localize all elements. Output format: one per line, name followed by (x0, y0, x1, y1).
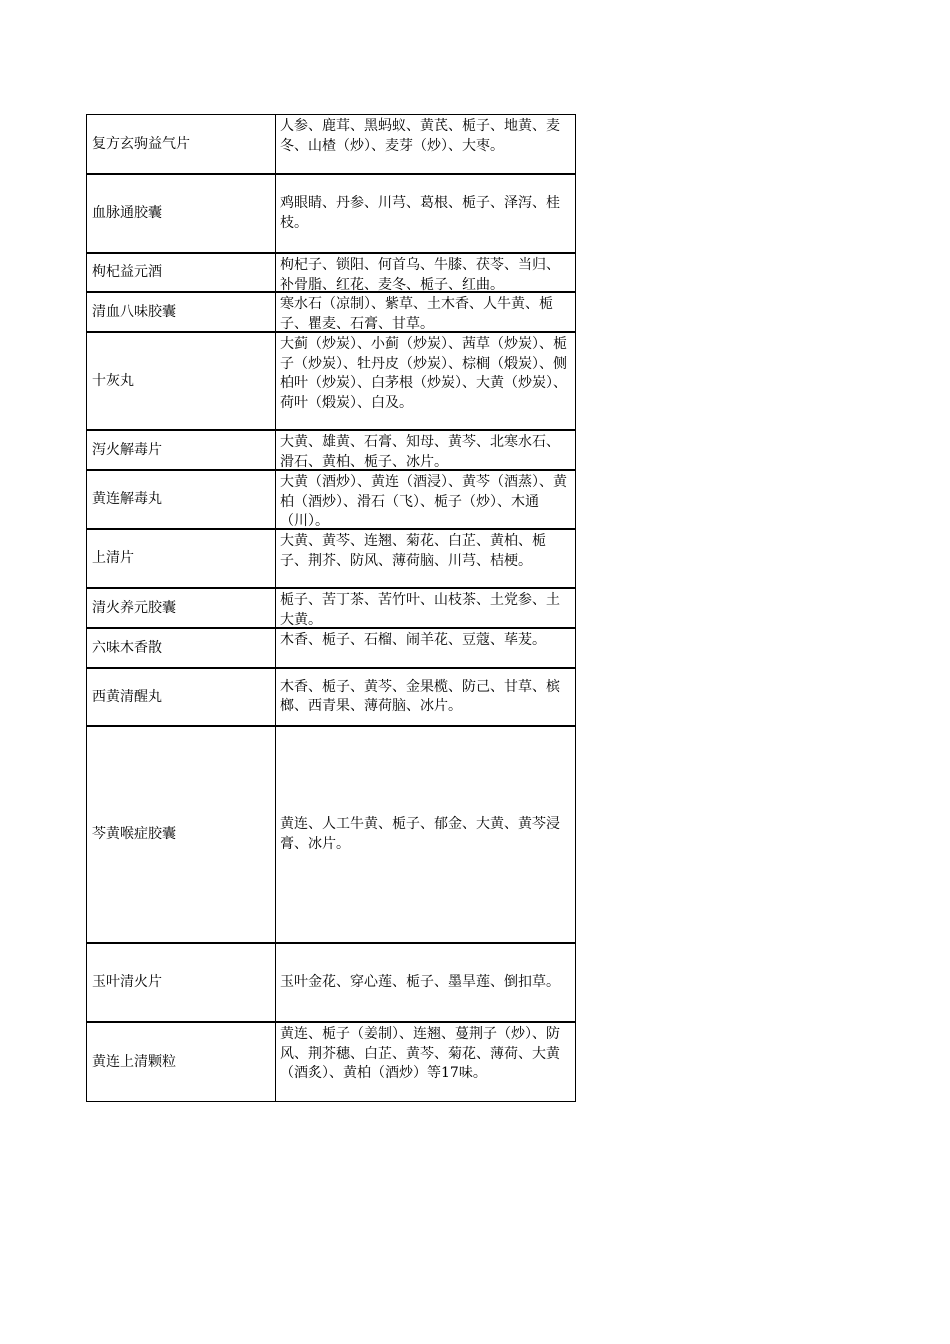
table-row (87, 1023, 576, 1102)
ingredients-text: 木香、栀子、黄芩、金果榄、防己、甘草、槟榔、西青果、薄荷脑、冰片。 (280, 678, 560, 714)
product-name: 芩黄喉症胶囊 (87, 727, 276, 942)
table-row (87, 431, 576, 471)
ingredients-cell (276, 175, 576, 252)
ingredients-cell: 大黄、雄黄、石膏、知母、黄芩、北寒水石、滑石、黄柏、栀子、冰片。 (276, 431, 576, 469)
ingredients-cell: 人参、鹿茸、黑蚂蚁、黄芪、栀子、地黄、麦冬、山楂（炒）、麦芽（炒）、大枣。 (276, 115, 576, 173)
ingredients-cell (276, 944, 576, 1021)
product-name: 十灰丸 (87, 333, 276, 429)
table-row (87, 333, 576, 431)
ingredients-cell: 栀子、苦丁茶、苦竹叶、山枝茶、土党参、土大黄。 (276, 589, 576, 627)
product-name: 上清片 (87, 530, 276, 587)
ingredients-text: 黄连、人工牛黄、栀子、郁金、大黄、黄芩浸膏、冰片。 (280, 816, 560, 852)
ingredients-text: 玉叶金花、穿心莲、栀子、墨旱莲、倒扣草。 (280, 973, 560, 990)
table-row (87, 589, 576, 629)
ingredients-cell: 枸杞子、锁阳、何首乌、牛膝、茯苓、当归、补骨脂、红花、麦冬、栀子、红曲。 (276, 254, 576, 291)
ingredients-cell: 大黄（酒炒）、黄连（酒浸）、黄芩（酒蒸）、黄柏（酒炒）、滑石（飞）、栀子（炒）、木通（川）。 (276, 471, 576, 528)
table-row (87, 115, 576, 175)
ingredients-cell: 黄连、栀子（姜制）、连翘、蔓荆子（炒）、防风、荆芥穗、白芷、黄芩、菊花、薄荷、大黄（酒炙）、黄柏（酒炒）等17味。 (276, 1023, 576, 1101)
product-name: 玉叶清火片 (87, 944, 276, 1021)
ingredient-table (86, 114, 576, 1102)
product-name: 复方玄驹益气片 (87, 115, 276, 173)
ingredients-cell: 大黄、黄芩、连翘、菊花、白芷、黄柏、栀子、荆芥、防风、薄荷脑、川芎、桔梗。 (276, 530, 576, 587)
ingredients-text: 鸡眼睛、丹参、川芎、葛根、栀子、泽泻、桂枝。 (280, 195, 560, 231)
table-row (87, 254, 576, 293)
table-row (87, 944, 576, 1023)
ingredients-cell: 大蓟（炒炭）、小蓟（炒炭）、茜草（炒炭）、栀子（炒炭）、牡丹皮（炒炭）、棕榈（煅炭）、侧柏叶（炒炭）、白茅根（炒炭）、大黄（炒炭）、荷叶（煅炭）、白及。 (276, 333, 576, 429)
ingredients-cell (276, 727, 576, 942)
table-row (87, 530, 576, 589)
product-name: 黄连上清颗粒 (87, 1023, 276, 1101)
table-row (87, 629, 576, 669)
table-row (87, 727, 576, 944)
product-name: 清血八味胶囊 (87, 293, 276, 331)
table-row (87, 175, 576, 254)
product-name: 枸杞益元酒 (87, 254, 276, 291)
product-name: 血脉通胶囊 (87, 175, 276, 252)
table-row (87, 471, 576, 530)
table-row (87, 669, 576, 727)
product-name: 清火养元胶囊 (87, 589, 276, 627)
product-name: 黄连解毒丸 (87, 471, 276, 528)
product-name: 泻火解毒片 (87, 431, 276, 469)
ingredients-cell (276, 669, 576, 725)
table-row (87, 293, 576, 333)
ingredients-cell: 寒水石（凉制）、紫草、土木香、人牛黄、栀子、瞿麦、石膏、甘草。 (276, 293, 576, 331)
product-name: 六味木香散 (87, 629, 276, 667)
ingredients-cell: 木香、栀子、石榴、闹羊花、豆蔻、荜茇。 (276, 629, 576, 667)
product-name: 西黄清醒丸 (87, 669, 276, 725)
